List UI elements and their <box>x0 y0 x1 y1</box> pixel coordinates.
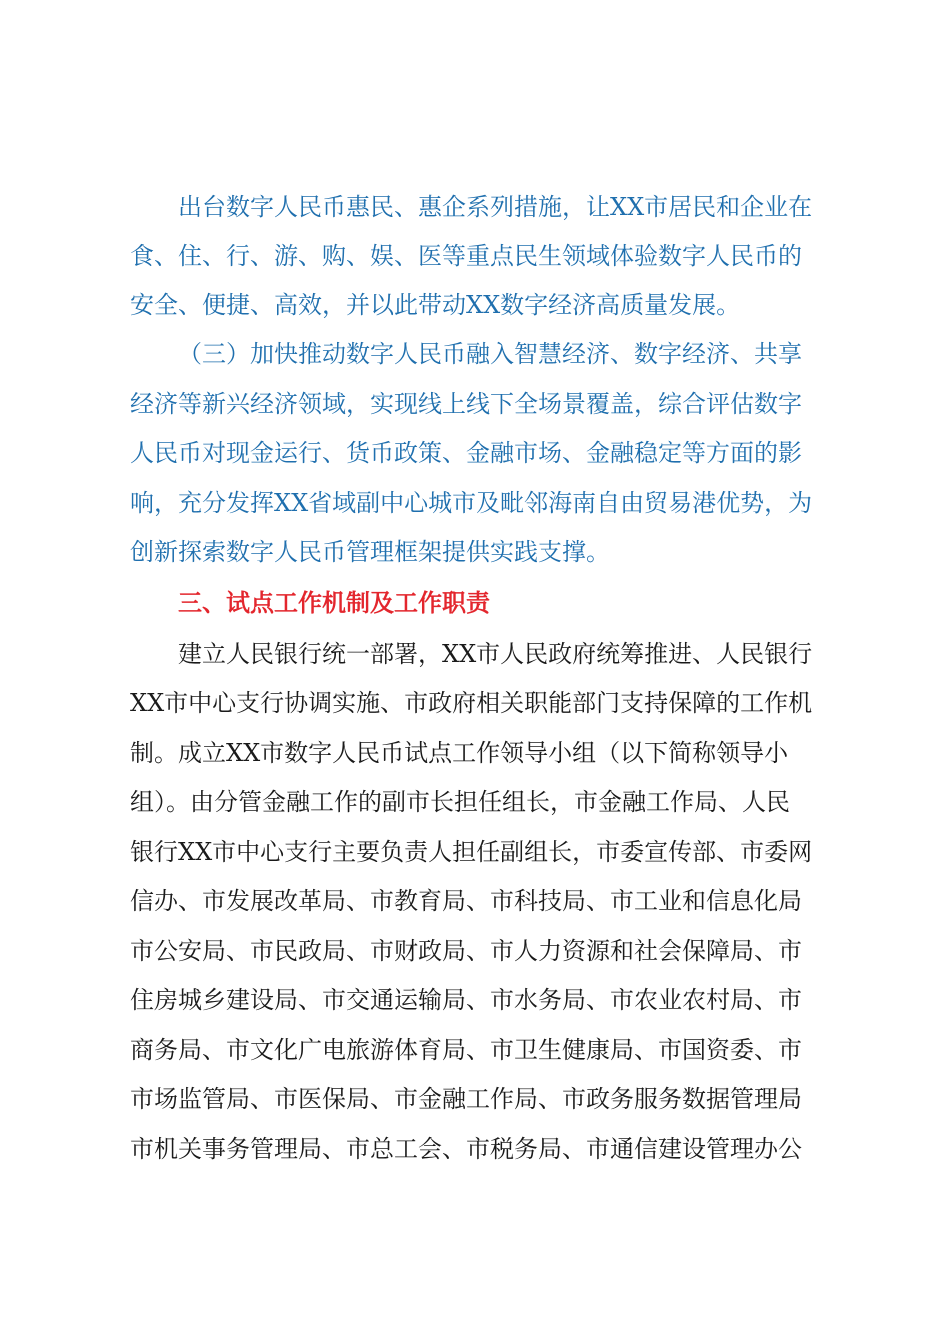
paragraph-line: 安全、便捷、高效，并以此带动XX数字经济高质量发展。 <box>130 291 741 319</box>
paragraph-line: 制。成立XX市数字人民币试点工作领导小组（以下简称领导小 <box>130 739 789 767</box>
section-heading: 三、试点工作机制及工作职责 <box>178 589 490 617</box>
paragraph-line: 市机关事务管理局、市总工会、市税务局、市通信建设管理办公 <box>130 1135 802 1163</box>
paragraph-line: 响，充分发挥XX省域副中心城市及毗邻海南自由贸易港优势，为 <box>130 489 813 517</box>
paragraph-line: XX市中心支行协调实施、市政府相关职能部门支持保障的工作机 <box>130 689 813 717</box>
paragraph-line: 出台数字人民币惠民、惠企系列措施，让XX市居民和企业在 <box>178 193 813 221</box>
paragraph-line: 建立人民银行统一部署，XX市人民政府统筹推进、人民银行 <box>178 640 813 668</box>
paragraph-line: 创新探索数字人民币管理框架提供实践支撑。 <box>130 538 610 566</box>
paragraph-line: 组）。由分管金融工作的副市长担任组长，市金融工作局、人民 <box>130 788 790 816</box>
paragraph-line: 商务局、市文化广电旅游体育局、市卫生健康局、市国资委、市 <box>130 1036 802 1064</box>
paragraph-line: 人民币对现金运行、货币政策、金融市场、金融稳定等方面的影 <box>130 439 802 467</box>
paragraph-line: 经济等新兴经济领域，实现线上线下全场景覆盖，综合评估数字 <box>130 390 802 418</box>
paragraph-line: 食、住、行、游、购、娱、医等重点民生领域体验数字人民币的 <box>130 242 802 270</box>
paragraph-line: 市公安局、市民政局、市财政局、市人力资源和社会保障局、市 <box>130 937 802 965</box>
paragraph-line: 住房城乡建设局、市交通运输局、市水务局、市农业农村局、市 <box>130 986 802 1014</box>
paragraph-line: 信办、市发展改革局、市教育局、市科技局、市工业和信息化局 <box>130 887 802 915</box>
paragraph-line: 市场监管局、市医保局、市金融工作局、市政务服务数据管理局 <box>130 1085 802 1113</box>
paragraph-line: （三）加快推动数字人民币融入智慧经济、数字经济、共享 <box>178 340 802 368</box>
paragraph-line: 银行XX市中心支行主要负责人担任副组长，市委宣传部、市委网 <box>130 838 813 866</box>
